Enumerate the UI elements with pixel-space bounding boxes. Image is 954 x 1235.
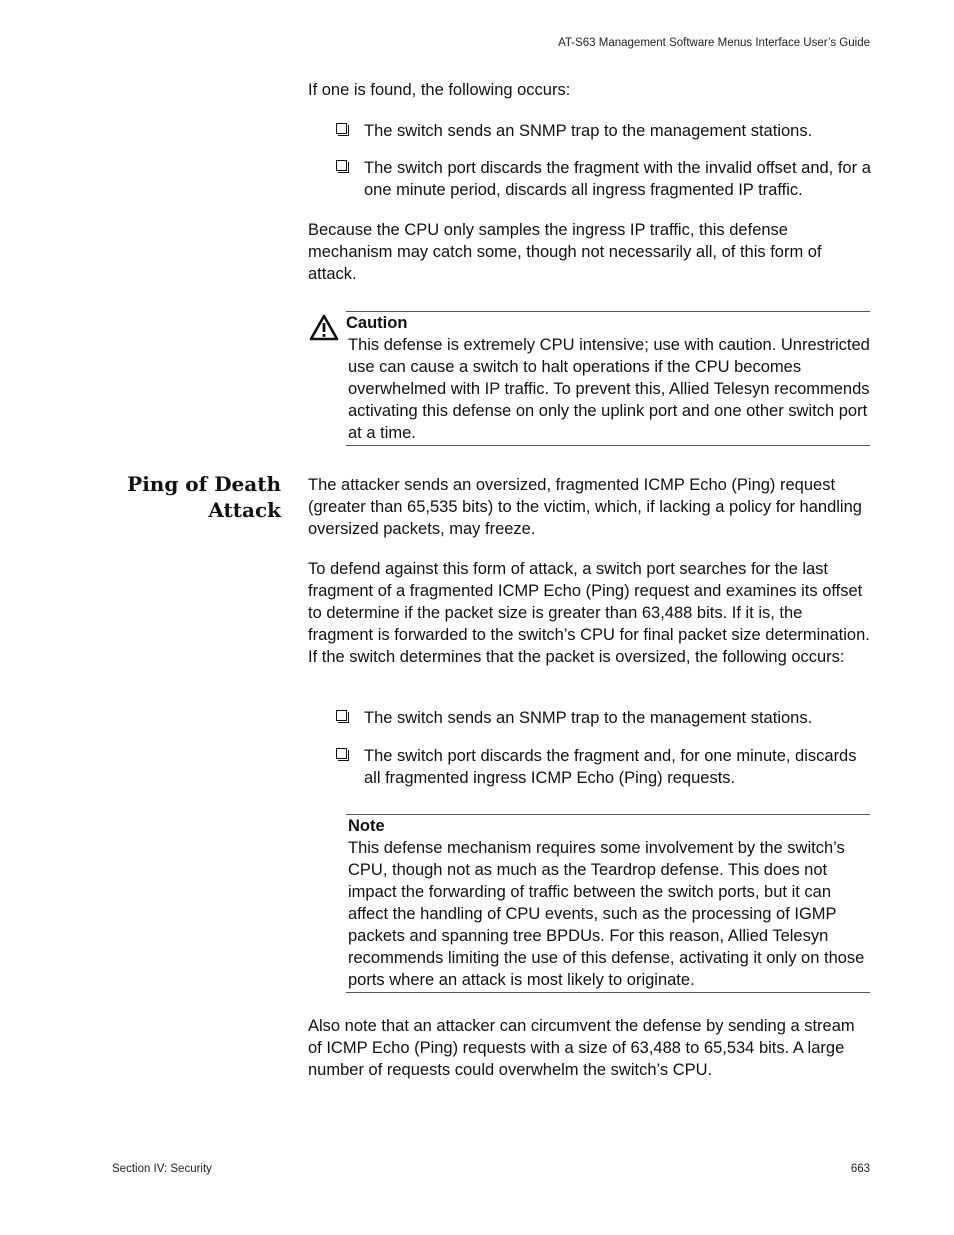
checkbox-bullet-icon: [336, 748, 347, 759]
checkbox-bullet-icon: [336, 160, 347, 171]
checkbox-bullet-icon: [336, 710, 347, 721]
section-paragraph-2: To defend against this form of attack, a switch port searches for the last fragment of a fragmented ICMP Echo (Ping) request and examines its offset to determine if the packet size is greater than 63,488 bits. If it is, the fragment is forwarded to the switch’s CPU for final packet size determination. If the switch determines that the packet is oversized, the following occurs:: [308, 560, 870, 666]
note-title: Note: [348, 817, 385, 835]
section-heading-line2: Attack: [208, 498, 281, 522]
running-header: AT-S63 Management Software Menus Interface User’s Guide: [558, 37, 870, 49]
footer-section: Section IV: Security: [112, 1163, 212, 1175]
section-heading-line1: Ping of Death: [127, 472, 281, 496]
caution-bottom-rule: [346, 445, 870, 446]
list-item-text: The switch sends an SNMP trap to the management stations.: [364, 709, 813, 727]
warning-triangle-icon: [309, 314, 339, 341]
page-number: 663: [850, 1163, 870, 1175]
caution-box: [346, 312, 872, 444]
list-item: [336, 157, 876, 201]
section-paragraph-1: The attacker sends an oversized, fragmented ICMP Echo (Ping) request (greater than 65,535 bits) to the victim, which, if lacking a policy for handling oversized packets, may freeze.: [308, 476, 862, 538]
section-paragraph-3: Also note that an attacker can circumvent the defense by sending a stream of ICMP Echo (Ping) requests with a size of 63,488 to 65,534 bits. A large number of requests could overwhelm the switch’s CPU.: [308, 1017, 855, 1079]
list-item-text: The switch port discards the fragment with the invalid offset and, for a one minute period, discards all ingress fragmented IP traffic.: [364, 159, 871, 199]
list-item-text: The switch port discards the fragment and, for one minute, discards all fragmented ingress ICMP Echo (Ping) requests.: [364, 747, 857, 787]
list-item: [336, 120, 876, 142]
caution-title: Caution: [346, 314, 408, 332]
note-box: [348, 815, 872, 991]
list-item: [336, 745, 876, 789]
list-item-text: The switch sends an SNMP trap to the management stations.: [364, 122, 813, 140]
intro-paragraph: If one is found, the following occurs:: [308, 81, 571, 99]
note-bottom-rule: [346, 992, 870, 993]
note-text: This defense mechanism requires some involvement by the switch’s CPU, though not as much as the Teardrop defense. This does not impact the forwarding of traffic between the switch ports, but it can affect the handling of CPU events, such as the processing of IGMP packets and spanning tree BPDUs. For this reason, Allied Telesyn recommends limiting the use of this defense, activating it only on those ports where an attack is most likely to originate.: [348, 839, 865, 989]
cpu-sampling-paragraph: Because the CPU only samples the ingress IP traffic, this defense mechanism may catch some, though not necessarily all, of this form of attack.: [308, 221, 822, 283]
section-heading: [127, 471, 281, 523]
caution-text: This defense is extremely CPU intensive; use with caution. Unrestricted use can cause a switch to halt operations if the CPU becomes overwhelmed with IP traffic. To prevent this, Allied Telesyn recommends activating this defense on only the uplink port and one other switch port at a time.: [348, 336, 870, 442]
list-item: [336, 707, 876, 729]
checkbox-bullet-icon: [336, 123, 347, 134]
